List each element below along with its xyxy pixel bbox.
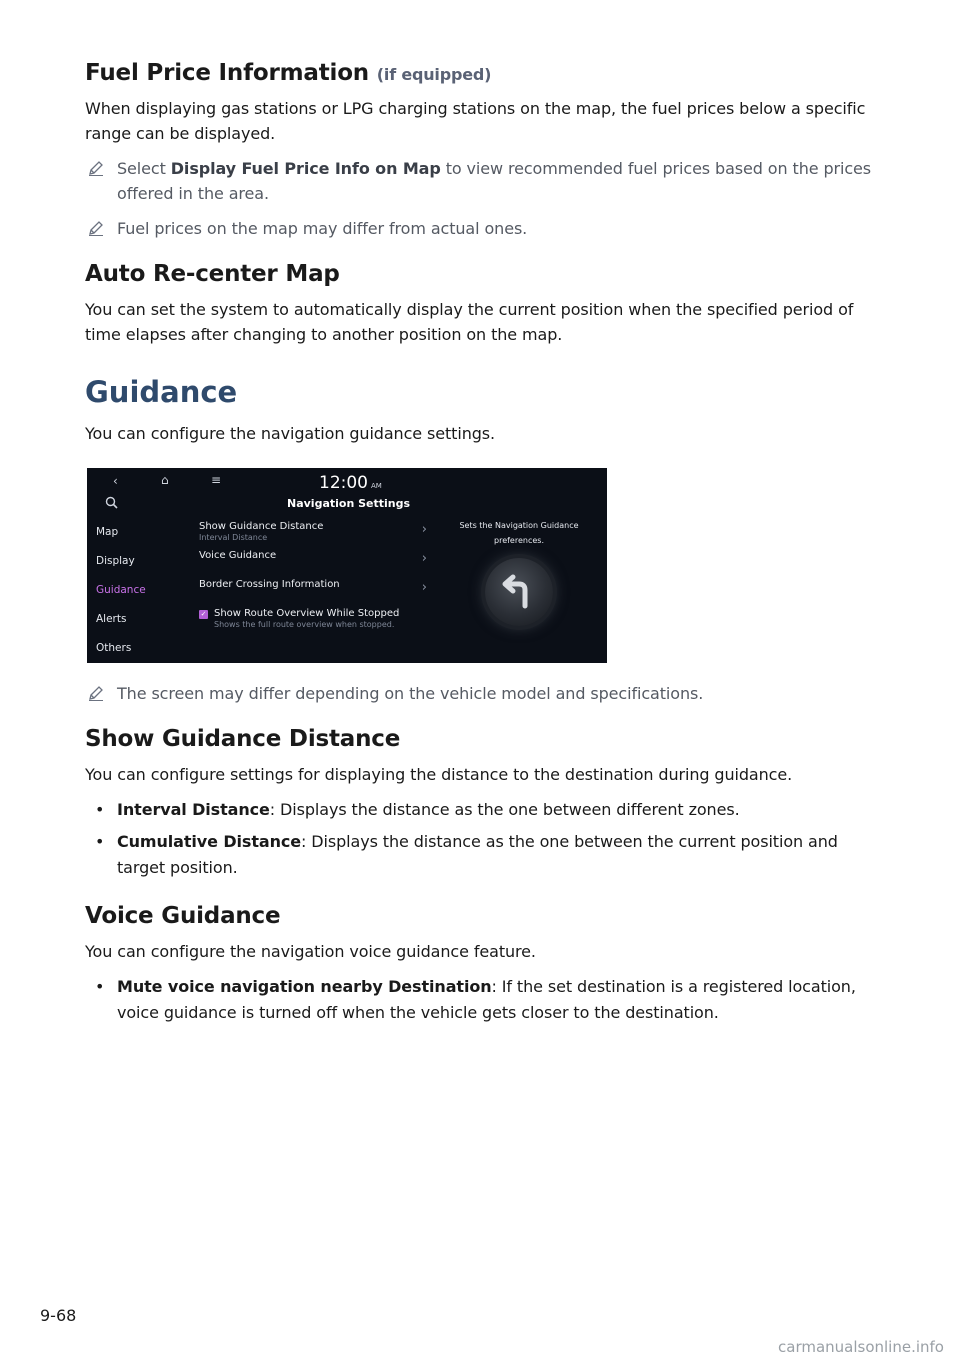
pencil-note-icon (87, 684, 105, 702)
chevron-right-icon: › (421, 551, 427, 566)
screen-title: Navigation Settings (287, 497, 411, 510)
menu-icon[interactable]: ≡ (211, 473, 222, 487)
description-panel: Sets the Navigation Guidance preferences. (459, 521, 579, 545)
if-equipped-label: (if equipped) (376, 65, 492, 84)
fuel-price-body: When displaying gas stations or LPG charging stations on the map, the fuel prices below a specific range can be displayed. (85, 99, 866, 143)
auto-recenter-heading: Auto Re-center Map (85, 261, 340, 287)
note-fuel-differ: Fuel prices on the map may differ from actual ones. (85, 216, 885, 241)
note-screen-differ: The screen may differ depending on the vehicle model and specifications. (85, 681, 885, 706)
settings-sidebar (96, 518, 191, 663)
list-item: • Cumulative Distance: Displays the distance as the one between the current position and target position. (95, 832, 838, 877)
display-fuel-price-option: Display Fuel Price Info on Map (170, 159, 441, 178)
sidebar-item-alerts[interactable]: Alerts (96, 613, 127, 625)
show-guidance-distance-heading: Show Guidance Distance (85, 726, 401, 752)
sidebar-item-others[interactable]: Others (96, 642, 132, 654)
home-icon[interactable]: ⌂ (161, 473, 169, 487)
voice-options-list (85, 974, 885, 1026)
list-item: • Mute voice navigation nearby Destination: If the set destination is a registered location, voice guidance is turned off when the vehicle gets closer to the destination. (95, 977, 856, 1022)
settings-list (199, 516, 427, 632)
note-fuel-select: Select Display Fuel Price Info on Map to view recommended fuel prices based on the prices offered in the area. (85, 156, 885, 206)
row-show-guidance-distance[interactable]: Show Guidance Distance Interval Distance › (199, 521, 427, 542)
guidance-body: You can configure the navigation guidance settings. (85, 424, 496, 443)
voice-guidance-heading: Voice Guidance (85, 903, 281, 929)
pencil-note-icon (87, 159, 105, 177)
auto-recenter-body: You can set the system to automatically display the current position when the specified period of time elapses after changing to another position on the map. (85, 300, 854, 344)
search-icon[interactable] (105, 496, 118, 512)
clock: 12:00 AM (319, 473, 382, 493)
pencil-note-icon (87, 219, 105, 237)
guidance-heading: Guidance (85, 375, 238, 409)
chevron-right-icon: › (421, 522, 427, 537)
navigation-settings-screenshot (87, 468, 607, 663)
page-number: 9-68 (40, 1306, 77, 1325)
voice-guidance-body: You can configure the navigation voice guidance feature. (85, 942, 536, 961)
fuel-price-heading: Fuel Price Information (if equipped) (85, 60, 492, 86)
row-show-route-overview[interactable]: ✓ Show Route Overview While Stopped Shows the full route overview when stopped. (200, 608, 400, 629)
distance-options-list (85, 797, 885, 881)
guidance-illustration (485, 558, 553, 626)
turn-left-arrow-icon (485, 558, 553, 626)
sidebar-item-display[interactable]: Display (96, 555, 135, 567)
sidebar-item-map[interactable]: Map (96, 526, 119, 538)
chevron-right-icon: › (421, 580, 427, 595)
back-icon[interactable]: ‹ (113, 474, 118, 488)
row-voice-guidance[interactable]: Voice Guidance › (199, 550, 427, 566)
show-guidance-distance-body: You can configure settings for displaying the distance to the destination during guidance. (85, 765, 793, 784)
row-border-crossing[interactable]: Border Crossing Information › (199, 579, 427, 595)
checkbox-checked-icon[interactable]: ✓ (200, 610, 207, 618)
list-item: • Interval Distance: Displays the distance as the one between different zones. (95, 800, 740, 819)
sidebar-item-guidance[interactable]: Guidance (96, 584, 146, 596)
watermark: carmanualsonline.info (778, 1338, 944, 1356)
page-content (85, 60, 885, 1036)
